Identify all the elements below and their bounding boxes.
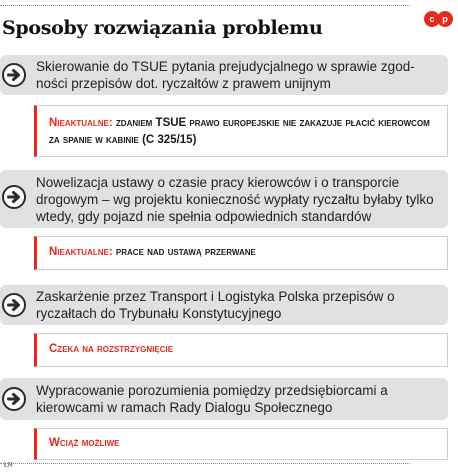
status-detail: zdaniem TSUE prawo europejskie nie zakazuje płacić kierowcom za spanie w kabinie (C 325/15) bbox=[49, 117, 430, 146]
status-text bbox=[49, 115, 439, 149]
status-label: Czeka na rozstrzygnięcie bbox=[49, 343, 174, 355]
item-text: Skierowanie do TSUE pytania prejudycjalnego w sprawie zgod-ności przepisów dot. ryczałtów z prawem unijnym bbox=[36, 59, 415, 91]
status-text bbox=[49, 244, 439, 261]
arrow-right-icon bbox=[2, 63, 26, 87]
status-box bbox=[34, 105, 448, 157]
header-divider bbox=[0, 5, 410, 6]
status-text bbox=[49, 341, 439, 358]
author-credit: ŁR bbox=[4, 462, 13, 469]
badge-left-mark: c bbox=[424, 11, 440, 27]
arrow-right-icon bbox=[2, 387, 26, 411]
badge-right-mark: p bbox=[437, 11, 453, 27]
list-item bbox=[0, 170, 458, 272]
list-item bbox=[0, 55, 458, 157]
item-text: Zaskarżenie przez Transport i Logistyka Polska przepisów o ryczałtach do Trybunału Konstytucyjnego bbox=[36, 289, 395, 321]
header bbox=[0, 0, 458, 46]
arrow-right-icon bbox=[2, 293, 26, 317]
list-item bbox=[0, 378, 458, 460]
footer-divider bbox=[0, 463, 410, 464]
item-text: Wypracowanie porozumienia pomiędzy przedsiębiorcami a kierowcami w ramach Rady Dialogu Społecznego bbox=[36, 383, 388, 415]
status-box bbox=[34, 236, 448, 270]
item-text: Nowelizacja ustawy o czasie pracy kierowców i o transporcie drogowym – wg projektu konieczność wypłaty ryczałtu byłaby tylko wtedy, gdy pojazd nie spełnia odpowiednich standardów bbox=[36, 175, 434, 224]
status-label: Nieaktualne: bbox=[49, 246, 113, 258]
list-item bbox=[0, 285, 458, 365]
status-text bbox=[49, 435, 439, 452]
status-detail: prace nad ustawą przerwane bbox=[115, 246, 256, 258]
status-label: Wciąż możliwe bbox=[49, 437, 120, 449]
page-title: Sposoby rozwiązania problemu bbox=[2, 17, 323, 39]
status-box bbox=[34, 428, 448, 460]
cc-badge-icon bbox=[424, 11, 454, 27]
status-label: Nieaktualne: bbox=[49, 117, 113, 129]
status-box bbox=[34, 333, 448, 367]
arrow-right-icon bbox=[2, 185, 26, 209]
